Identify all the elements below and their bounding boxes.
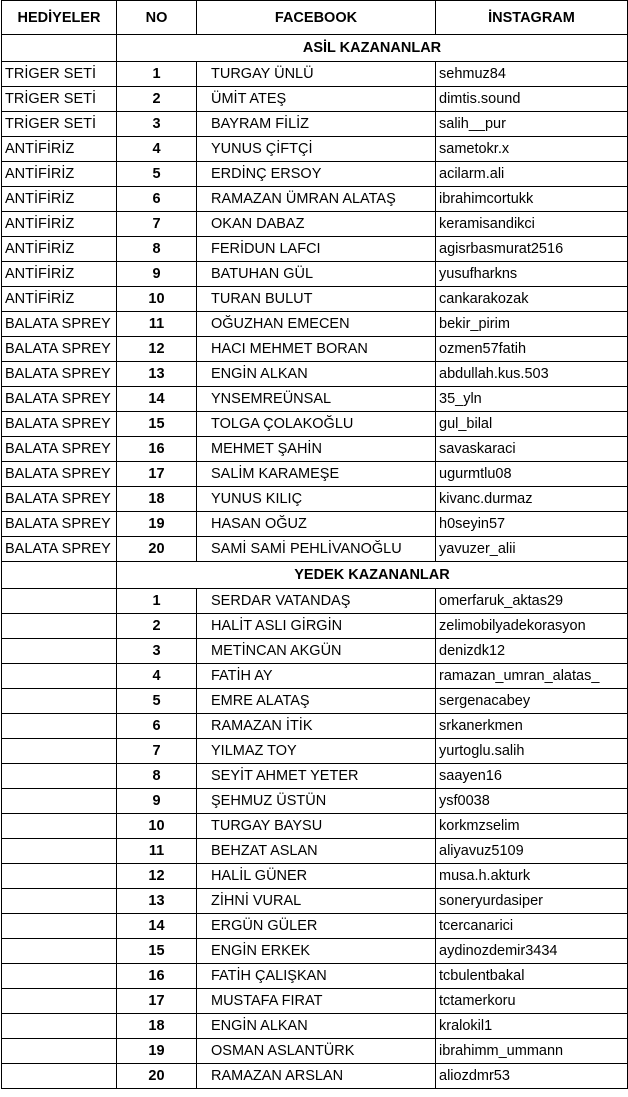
facebook-cell: OĞUZHAN EMECEN [197,312,436,337]
facebook-cell: TURGAY BAYSU [197,814,436,839]
table-row [2,1064,628,1089]
facebook-cell: FATİH AY [197,664,436,689]
facebook-cell: ENGİN ALKAN [197,362,436,387]
gift-cell [2,939,117,964]
instagram-cell: soneryurdasiper [436,889,628,914]
facebook-cell: SAMİ SAMİ PEHLİVANOĞLU [197,537,436,562]
reserve-section-header [2,562,628,589]
facebook-cell: OKAN DABAZ [197,212,436,237]
instagram-cell: korkmzselim [436,814,628,839]
number-cell: 1 [117,589,197,614]
gift-cell [2,689,117,714]
table-row [2,889,628,914]
gift-cell [2,864,117,889]
number-cell: 11 [117,312,197,337]
instagram-cell: ozmen57fatih [436,337,628,362]
gift-cell: BALATA SPREY [2,512,117,537]
facebook-cell: TURAN BULUT [197,287,436,312]
header-gifts: HEDİYELER [2,1,117,35]
instagram-cell: kralokil1 [436,1014,628,1039]
table-row [2,362,628,387]
facebook-cell: YUNUS ÇİFTÇİ [197,137,436,162]
table-row [2,412,628,437]
number-cell: 10 [117,814,197,839]
table-row [2,789,628,814]
table-row [2,212,628,237]
number-cell: 4 [117,664,197,689]
facebook-cell: HASAN OĞUZ [197,512,436,537]
instagram-cell: yavuzer_alii [436,537,628,562]
facebook-cell: BAYRAM FİLİZ [197,112,436,137]
facebook-cell: SEYİT AHMET YETER [197,764,436,789]
facebook-cell: RAMAZAN İTİK [197,714,436,739]
table-row [2,87,628,112]
header-row [2,1,628,35]
table-row [2,739,628,764]
section-title: YEDEK KAZANANLAR [117,562,628,589]
gift-cell [2,739,117,764]
number-cell: 9 [117,262,197,287]
instagram-cell: bekir_pirim [436,312,628,337]
gift-cell [2,1064,117,1089]
table-row [2,112,628,137]
facebook-cell: ZİHNİ VURAL [197,889,436,914]
table-row [2,337,628,362]
instagram-cell: 35_yln [436,387,628,412]
facebook-cell: HALİL GÜNER [197,864,436,889]
table-row [2,689,628,714]
gift-cell [2,1014,117,1039]
instagram-cell: tcbulentbakal [436,964,628,989]
gift-cell: ANTİFİRİZ [2,212,117,237]
instagram-cell: omerfaruk_aktas29 [436,589,628,614]
table-row [2,1039,628,1064]
empty-cell [2,562,117,589]
header-facebook: FACEBOOK [197,1,436,35]
number-cell: 8 [117,764,197,789]
instagram-cell: agisrbasmurat2516 [436,237,628,262]
number-cell: 7 [117,212,197,237]
facebook-cell: TOLGA ÇOLAKOĞLU [197,412,436,437]
instagram-cell: sametokr.x [436,137,628,162]
number-cell: 13 [117,362,197,387]
table-row [2,589,628,614]
facebook-cell: RAMAZAN ARSLAN [197,1064,436,1089]
facebook-cell: HALİT ASLI GİRGİN [197,614,436,639]
instagram-cell: salih__pur [436,112,628,137]
number-cell: 7 [117,739,197,764]
instagram-cell: ugurmtlu08 [436,462,628,487]
facebook-cell: BATUHAN GÜL [197,262,436,287]
number-cell: 2 [117,614,197,639]
facebook-cell: MUSTAFA FIRAT [197,989,436,1014]
table-row [2,714,628,739]
instagram-cell: tctamerkoru [436,989,628,1014]
number-cell: 20 [117,537,197,562]
number-cell: 15 [117,412,197,437]
instagram-cell: denizdk12 [436,639,628,664]
facebook-cell: ÜMİT ATEŞ [197,87,436,112]
facebook-cell: TURGAY ÜNLÜ [197,62,436,87]
gift-cell [2,989,117,1014]
number-cell: 16 [117,964,197,989]
instagram-cell: aydinozdemir3434 [436,939,628,964]
instagram-cell: yurtoglu.salih [436,739,628,764]
number-cell: 17 [117,462,197,487]
instagram-cell: ramazan_umran_alatas_ [436,664,628,689]
instagram-cell: zelimobilyadekorasyon [436,614,628,639]
gift-cell [2,789,117,814]
table-row [2,614,628,639]
table-row [2,487,628,512]
number-cell: 12 [117,337,197,362]
gift-cell: BALATA SPREY [2,437,117,462]
table-row [2,989,628,1014]
number-cell: 15 [117,939,197,964]
table-row [2,939,628,964]
gift-cell: ANTİFİRİZ [2,187,117,212]
facebook-cell: MEHMET ŞAHİN [197,437,436,462]
number-cell: 3 [117,639,197,664]
instagram-cell: dimtis.sound [436,87,628,112]
instagram-cell: aliozdmr53 [436,1064,628,1089]
gift-cell [2,614,117,639]
facebook-cell: OSMAN ASLANTÜRK [197,1039,436,1064]
number-cell: 18 [117,1014,197,1039]
gift-cell [2,964,117,989]
instagram-cell: gul_bilal [436,412,628,437]
table-row [2,437,628,462]
gift-cell [2,839,117,864]
gift-cell [2,639,117,664]
number-cell: 6 [117,187,197,212]
instagram-cell: savaskaraci [436,437,628,462]
gift-cell: BALATA SPREY [2,387,117,412]
table-row [2,764,628,789]
instagram-cell: yusufharkns [436,262,628,287]
number-cell: 20 [117,1064,197,1089]
number-cell: 4 [117,137,197,162]
facebook-cell: SERDAR VATANDAŞ [197,589,436,614]
table-row [2,137,628,162]
instagram-cell: ibrahimm_ummann [436,1039,628,1064]
table-row [2,162,628,187]
number-cell: 10 [117,287,197,312]
table-row [2,237,628,262]
number-cell: 5 [117,689,197,714]
gift-cell: ANTİFİRİZ [2,237,117,262]
number-cell: 5 [117,162,197,187]
table-row [2,312,628,337]
facebook-cell: YUNUS KILIÇ [197,487,436,512]
number-cell: 19 [117,512,197,537]
gift-cell: BALATA SPREY [2,362,117,387]
table-row [2,262,628,287]
table-row [2,664,628,689]
instagram-cell: h0seyin57 [436,512,628,537]
instagram-cell: ysf0038 [436,789,628,814]
table-row [2,187,628,212]
table-row [2,387,628,412]
number-cell: 12 [117,864,197,889]
facebook-cell: YNSEMREÜNSAL [197,387,436,412]
number-cell: 11 [117,839,197,864]
gift-cell: TRİGER SETİ [2,112,117,137]
gift-cell: BALATA SPREY [2,487,117,512]
instagram-cell: acilarm.ali [436,162,628,187]
gift-cell [2,814,117,839]
number-cell: 1 [117,62,197,87]
facebook-cell: FERİDUN LAFCI [197,237,436,262]
number-cell: 18 [117,487,197,512]
main-section-header [2,35,628,62]
facebook-cell: ŞEHMUZ ÜSTÜN [197,789,436,814]
gift-cell [2,914,117,939]
table-row [2,839,628,864]
facebook-cell: ENGİN ERKEK [197,939,436,964]
facebook-cell: ERDİNÇ ERSOY [197,162,436,187]
number-cell: 6 [117,714,197,739]
table-row [2,964,628,989]
table-row [2,512,628,537]
number-cell: 16 [117,437,197,462]
header-no: NO [117,1,197,35]
facebook-cell: YILMAZ TOY [197,739,436,764]
number-cell: 14 [117,387,197,412]
table-row [2,1014,628,1039]
section-title: ASİL KAZANANLAR [117,35,628,62]
gift-cell [2,889,117,914]
gift-cell [2,1039,117,1064]
facebook-cell: METİNCAN AKGÜN [197,639,436,664]
gift-cell: BALATA SPREY [2,337,117,362]
facebook-cell: FATİH ÇALIŞKAN [197,964,436,989]
gift-cell: BALATA SPREY [2,312,117,337]
gift-cell: ANTİFİRİZ [2,137,117,162]
table-row [2,537,628,562]
empty-cell [2,35,117,62]
instagram-cell: ibrahimcortukk [436,187,628,212]
facebook-cell: ERGÜN GÜLER [197,914,436,939]
header-instagram: İNSTAGRAM [436,1,628,35]
facebook-cell: ENGİN ALKAN [197,1014,436,1039]
gift-cell [2,714,117,739]
gift-cell: BALATA SPREY [2,412,117,437]
instagram-cell: tcercanarici [436,914,628,939]
table-row [2,639,628,664]
facebook-cell: BEHZAT ASLAN [197,839,436,864]
table-row [2,462,628,487]
facebook-cell: SALİM KARAMEŞE [197,462,436,487]
gift-cell: BALATA SPREY [2,537,117,562]
winners-table [1,0,628,1089]
instagram-cell: abdullah.kus.503 [436,362,628,387]
number-cell: 8 [117,237,197,262]
gift-cell: TRİGER SETİ [2,62,117,87]
instagram-cell: aliyavuz5109 [436,839,628,864]
gift-cell [2,764,117,789]
facebook-cell: EMRE ALATAŞ [197,689,436,714]
instagram-cell: sehmuz84 [436,62,628,87]
gift-cell: BALATA SPREY [2,462,117,487]
gift-cell [2,664,117,689]
instagram-cell: musa.h.akturk [436,864,628,889]
instagram-cell: srkanerkmen [436,714,628,739]
table-row [2,864,628,889]
facebook-cell: RAMAZAN ÜMRAN ALATAŞ [197,187,436,212]
number-cell: 14 [117,914,197,939]
number-cell: 19 [117,1039,197,1064]
table-row [2,814,628,839]
gift-cell: ANTİFİRİZ [2,162,117,187]
instagram-cell: sergenacabey [436,689,628,714]
number-cell: 17 [117,989,197,1014]
table-row [2,914,628,939]
gift-cell: ANTİFİRİZ [2,262,117,287]
table-row [2,287,628,312]
instagram-cell: cankarakozak [436,287,628,312]
number-cell: 2 [117,87,197,112]
instagram-cell: kivanc.durmaz [436,487,628,512]
number-cell: 13 [117,889,197,914]
gift-cell: ANTİFİRİZ [2,287,117,312]
gift-cell: TRİGER SETİ [2,87,117,112]
instagram-cell: saayen16 [436,764,628,789]
gift-cell [2,589,117,614]
table-row [2,62,628,87]
number-cell: 9 [117,789,197,814]
facebook-cell: HACI MEHMET BORAN [197,337,436,362]
number-cell: 3 [117,112,197,137]
instagram-cell: keramisandikci [436,212,628,237]
